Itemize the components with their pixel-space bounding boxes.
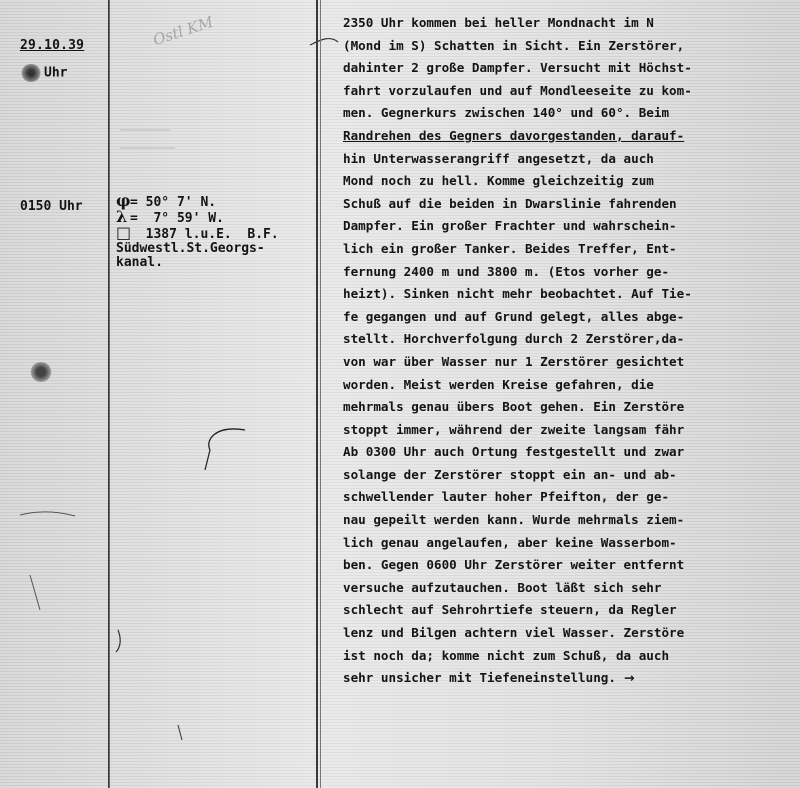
text-line: fernung 2400 m und 3800 m. (Etos vorher ge-	[343, 263, 670, 279]
lambda-symbol: λ	[116, 207, 128, 226]
text-line: mehrmals genau übers Boot gehen. Ein Zerstöre	[343, 399, 685, 415]
log-entry-text	[343, 12, 789, 690]
text-line: Mond noch zu hell. Komme gleichzeitig zum	[343, 173, 654, 189]
text-line: Dampfer. Ein großer Frachter und wahrschein-	[343, 218, 677, 234]
column-rule-right-inner	[320, 0, 321, 788]
grid-square-symbol: □	[116, 223, 132, 242]
text-line: dahinter 2 große Dampfer. Versucht mit Höchst-	[343, 60, 692, 76]
text-line: lich ein großer Tanker. Beides Treffer, Ent-	[343, 240, 677, 256]
text-line: ben. Gegen 0600 Uhr Zerstörer weiter entfernt	[343, 557, 685, 573]
text-line: schwellender lauter hoher Pfeifton, der ge-	[343, 489, 670, 505]
text-line: (Mond im S) Schatten in Sicht. Ein Zerstörer,	[343, 37, 685, 53]
text-line: fahrt vorzulaufen und auf Mondleeseite zu kom-	[343, 82, 692, 98]
position-longitude-line: λ = 7° 59' W.	[116, 207, 224, 226]
column-rule-left-inner	[109, 0, 110, 788]
text-line: nau gepeilt werden kann. Wurde mehrmals ziem-	[343, 512, 685, 528]
text-line: stoppt immer, während der zweite langsam fähr	[343, 421, 685, 437]
text-line: versuche aufzutauchen. Boot läßt sich sehr	[343, 579, 662, 595]
ink-stain	[30, 362, 52, 382]
text-line: schlecht auf Sehrohrtiefe steuern, da Regler	[343, 602, 677, 618]
text-line: men. Gegnerkurs zwischen 140° und 60°. Beim	[343, 105, 670, 121]
entry-time-first	[20, 64, 67, 82]
text-line: 2350 Uhr kommen bei heller Mondnacht im N	[343, 15, 654, 30]
faint-handwriting: Ostl KM	[150, 12, 216, 50]
text-line: von war über Wasser nur 1 Zerstörer gesichtet	[343, 353, 685, 369]
time1-label: Uhr	[44, 65, 68, 81]
entry-date: 29.10.39	[20, 38, 85, 53]
position-grid-line: □ 1387 l.u.E. B.F.	[116, 223, 279, 242]
text-line: Randrehen des Gegners davorgestanden, darauf-	[343, 127, 685, 143]
position-latitude-line: φ= 50° 7' N.	[116, 191, 217, 210]
text-line: solange der Zerstörer stoppt ein an- und ab-	[343, 466, 677, 482]
column-rule-right	[316, 0, 318, 788]
text-line: ist noch da; komme nicht zum Schuß, da auch	[343, 647, 670, 663]
text-line: worden. Meist werden Kreise gefahren, die	[343, 376, 654, 392]
position-location-line: Südwestl.St.Georgs-	[116, 241, 265, 256]
phi-symbol: φ	[116, 191, 131, 210]
entry-time-second: 0150 Uhr	[20, 199, 83, 214]
text-line: hin Unterwasserangriff angesetzt, da auch	[343, 150, 654, 166]
text-line: lenz und Bilgen achtern viel Wasser. Zerstöre	[343, 625, 685, 641]
text-line: stellt. Horchverfolgung durch 2 Zerstörer,da-	[343, 331, 685, 347]
position-block	[116, 191, 279, 270]
text-line: heizt). Sinken nicht mehr beobachtet. Auf Tie-	[343, 286, 692, 302]
continuation-arrow-icon: →	[623, 670, 635, 686]
ink-blot	[20, 64, 42, 82]
text-line: lich genau angelaufen, aber keine Wasserbom-	[343, 534, 677, 550]
position-location-line-2: kanal.	[116, 255, 163, 270]
text-line-last: sehr unsicher mit Tiefeneinstellung. →	[343, 667, 789, 690]
text-line: fe gegangen und auf Grund gelegt, alles abge-	[343, 308, 685, 324]
text-line: Ab 0300 Uhr auch Ortung festgestellt und zwar	[343, 444, 685, 460]
text-line: Schuß auf die beiden in Dwarslinie fahrenden	[343, 195, 677, 211]
